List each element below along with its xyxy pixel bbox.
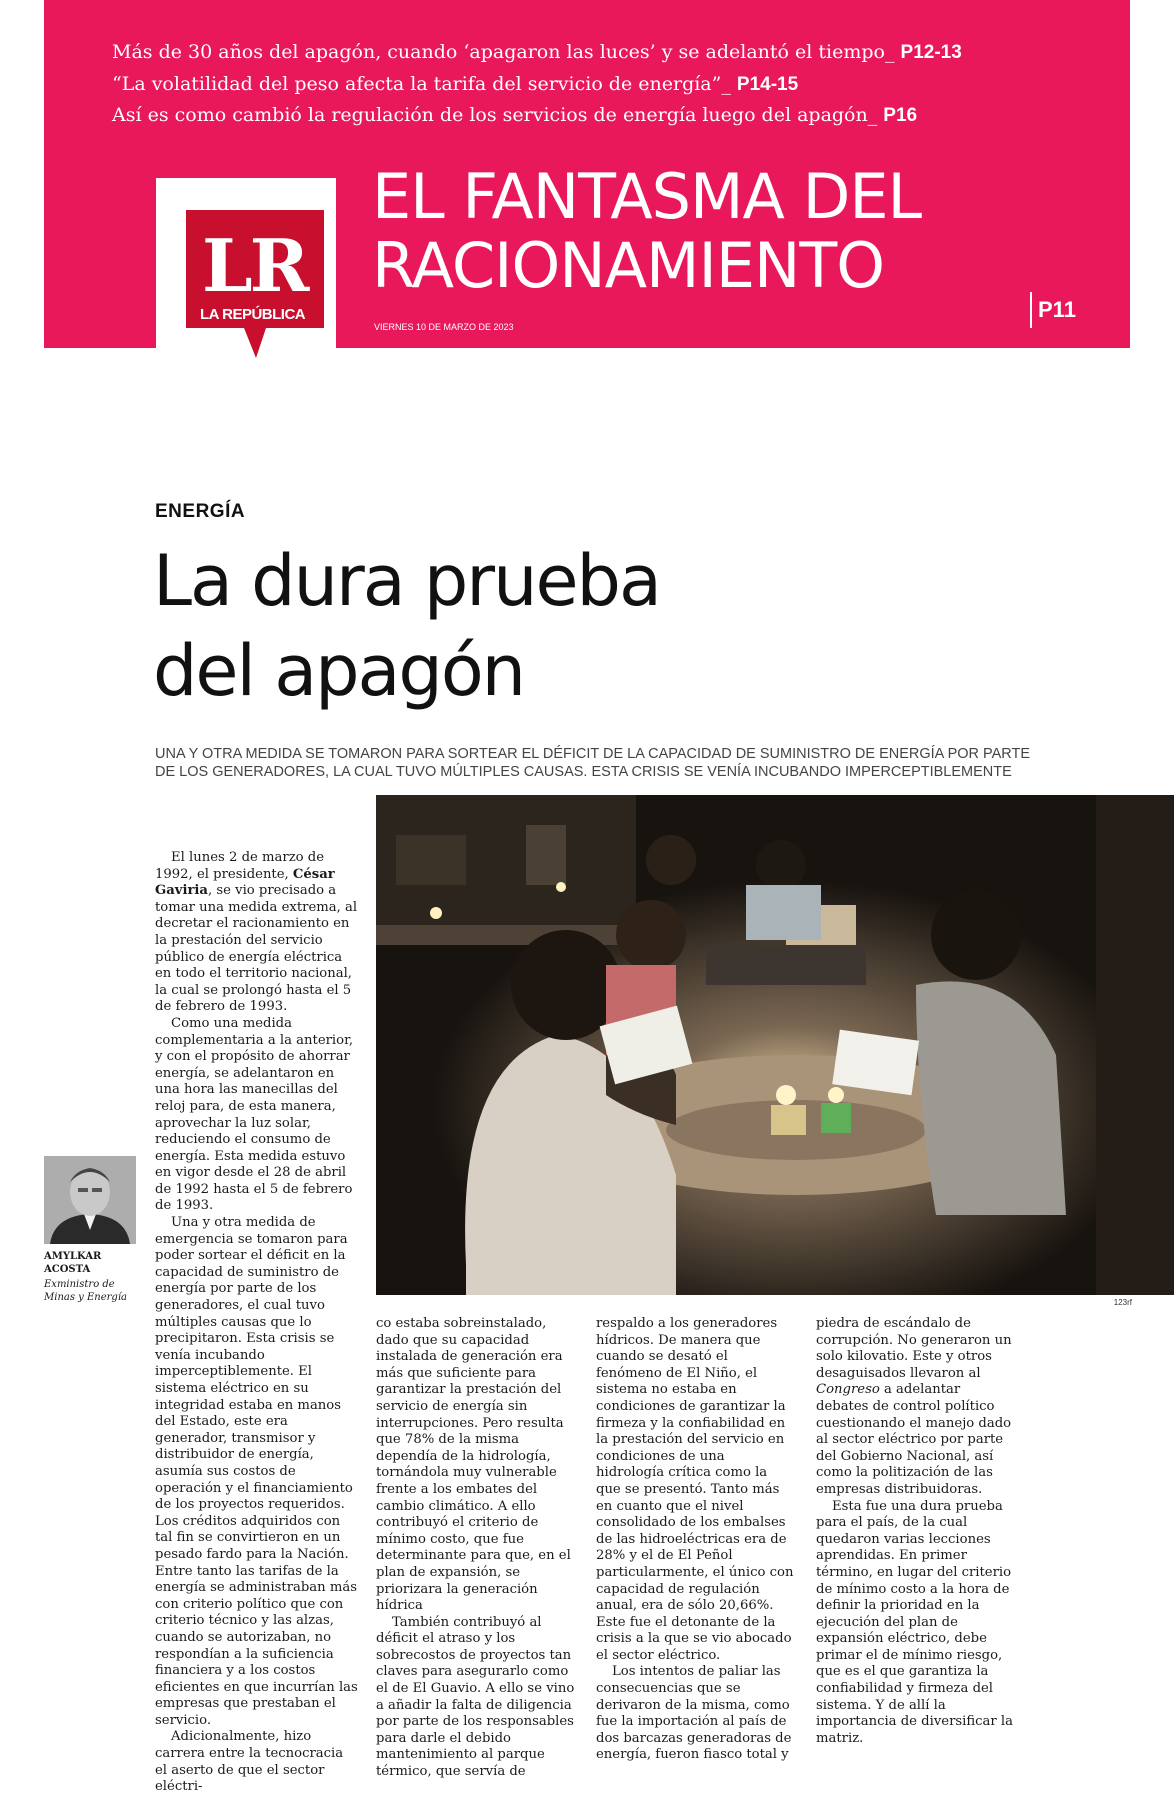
article-column-2 — [376, 1316, 576, 1781]
article-column-4 — [816, 1316, 1016, 1747]
paragraph: Esta fue una dura prueba para el país, de la cual quedaron varias lecciones aprendidas. En primer término, en lugar del criterio de mínimo costo a la hora de definir la prioridad en la ejecución del plan de expansión eléctrico, debe primar el de mínimo riesgo, que es el que garantiza la confiabilidad y firmeza del sistema. Y de allí la importancia de diversificar la matriz. — [816, 1498, 1013, 1746]
dateline: VIERNES 10 DE MARZO DE 2023 — [374, 322, 514, 332]
la-republica-logo[interactable] — [156, 178, 336, 378]
logo-name: LA REPÚBLICA — [200, 306, 306, 323]
paragraph: Una y otra medida de emergencia se tomaron para poder sortear el déficit en la capacidad de suministro de energía por parte de los generadores, el cual tuvo múltiples causas que lo precipitaron. Esta crisis se venía incubando imperceptiblemente. El sistema eléctrico en su integridad estaba en manos del Estado, este era generador, transmisor y distribuidor de energía, asumía sus costos de operación y el financiamiento de los proyectos requeridos. Los créditos adquiridos con tal fin se convirtieron en un pesado fardo para la Nación. Entre tanto las tarifas de la energía se administraban más con criterio político que con criterio técnico y las alzas, cuando se autorizaban, no respondían a la suficiencia financiera y a los costos eficientes en que incurrían las empresas que prestaban el servicio. — [155, 1215, 358, 1728]
headline-line-1: EL FANTASMA DEL — [372, 160, 922, 233]
paragraph-text: a adelantar debates de control político cuestionando el manejo dado al sector eléctrico por parte del Gobierno Nacional, así como la politización de las empresas distribuidoras. — [816, 1382, 1012, 1497]
person-name: César Gaviria — [155, 866, 335, 899]
teaser-link-volatilidad[interactable] — [112, 73, 798, 96]
page-number: P11 — [1030, 292, 1076, 328]
article-column-3 — [596, 1316, 796, 1764]
headline-line-2: RACIONAMIENTO — [372, 229, 885, 302]
author-name-line-2: ACOSTA — [44, 1264, 91, 1275]
section-label: ENERGÍA — [155, 501, 246, 522]
title-line-1: La dura prueba — [153, 540, 660, 622]
author-role-line-2: Minas y Energía — [44, 1292, 127, 1303]
paragraph: co estaba sobreinstalado, dado que su capacidad instalada de generación era más que suficiente para garantizar la prestación del servicio de energía sin interrupciones. Pero resulta que 78% de la misma dependía de la hidrología, tornándola muy vulnerable frente a los embates del cambio climático. A ello contribuyó el criterio de mínimo costo, que fue determinante para que, en el plan de expansión, se priorizara la generación hídrica — [376, 1316, 571, 1614]
photo-credit: 123rf — [1113, 1298, 1132, 1307]
candlelight-family-photo — [376, 795, 1174, 1295]
title-line-2: del apagón — [153, 630, 525, 712]
author-portrait-icon — [44, 1156, 136, 1244]
institution-name: Congreso — [816, 1382, 880, 1398]
teaser-page: P14-15 — [736, 74, 799, 95]
paragraph: respaldo a los generadores hídricos. De manera que cuando se desató el fenómeno de El Niño, el sistema no estaba en condiciones de garantizar la firmeza y la confiabilidad en la prestación del servicio en condiciones de una hidrología crítica como la que se presentó. Tanto más en cuanto que el nivel consolidado de los embalses de las hidroeléctricas era de 28% y el de El Peñol particularmente, el único con capacidad de regulación anual, era de sólo 20,66%. Este fue el detonante de la crisis a la que se vio abocado el sector eléctrico. — [596, 1316, 794, 1663]
article-photo — [376, 795, 1174, 1295]
paragraph: Los intentos de paliar las consecuencias que se derivaron de la misma, como fue la importación al país de dos barcazas generadoras de energía, fueron fiasco total y — [596, 1664, 792, 1763]
author-role-line-1: Exministro de — [44, 1279, 115, 1290]
teaser-link-apagon[interactable] — [112, 41, 962, 64]
teaser-page: P12-13 — [900, 42, 962, 63]
section-headline — [372, 162, 921, 300]
paragraph: También contribuyó al déficit el atraso y los sobrecostos de proyectos tan claves para asegurarlo como el de El Guavio. A ello se vino a añadir la falta de diligencia por parte de los responsables para darle el debido mantenimiento al parque térmico, que servía de — [376, 1614, 575, 1780]
teaser-page: P16 — [883, 105, 918, 126]
author-avatar — [44, 1156, 136, 1244]
article-column-1 — [155, 850, 359, 1796]
teaser-text: “La volatilidad del peso afecta la tarifa del servicio de energía”_ — [112, 73, 731, 95]
article-title — [153, 536, 660, 716]
teaser-text: Más de 30 años del apagón, cuando ‘apagaron las luces’ y se adelantó el tiempo_ — [112, 41, 895, 63]
paragraph: Adicionalmente, hizo carrera entre la tecnocracia el aserto de que el sector eléctri- — [155, 1729, 344, 1795]
teaser-link-regulacion[interactable] — [112, 104, 917, 127]
paragraph-text: , se vio precisado a tomar una medida extrema, al decretar el racionamiento en la prestación del servicio público de energía eléctrica en todo el territorio nacional, la cual se prolongó hasta el 5 de febrero de 1993. — [155, 883, 358, 1015]
paragraph-text: El lunes 2 de marzo de 1992, el presidente, — [155, 850, 325, 882]
article-summary: UNA Y OTRA MEDIDA SE TOMARON PARA SORTEAR EL DÉFICIT DE LA CAPACIDAD DE SUMINISTRO DE ENERGÍA POR PARTE DE LOS GENERADORES, LA CUAL TUVO MÚLTIPLES CAUSAS. ESTA CRISIS SE VENÍA INCUBANDO IMPERCEPTIBLEMENTE — [155, 746, 1031, 780]
paragraph — [155, 850, 359, 1016]
teaser-text: Así es como cambió la regulación de los servicios de energía luego del apagón_ — [112, 104, 878, 126]
author-role — [44, 1278, 144, 1304]
logo-letters: LR — [202, 223, 307, 308]
paragraph — [816, 1316, 1016, 1499]
author-name-line-1: AMYLKAR — [44, 1251, 102, 1262]
paragraph: Como una medida complementaria a la anterior, y con el propósito de ahorrar energía, se adelantaron en una hora las manecillas del reloj para, de esta manera, aprovechar la luz solar, reduciendo el consumo de energía. Esta medida estuvo en vigor desde el 28 de abril de 1992 hasta el 5 de febrero de 1993. — [155, 1015, 354, 1214]
paragraph-text: piedra de escándalo de corrupción. No generaron un solo kilovatio. Este y otros desaguisados llevaron al — [816, 1316, 1012, 1381]
author-name — [44, 1250, 134, 1276]
